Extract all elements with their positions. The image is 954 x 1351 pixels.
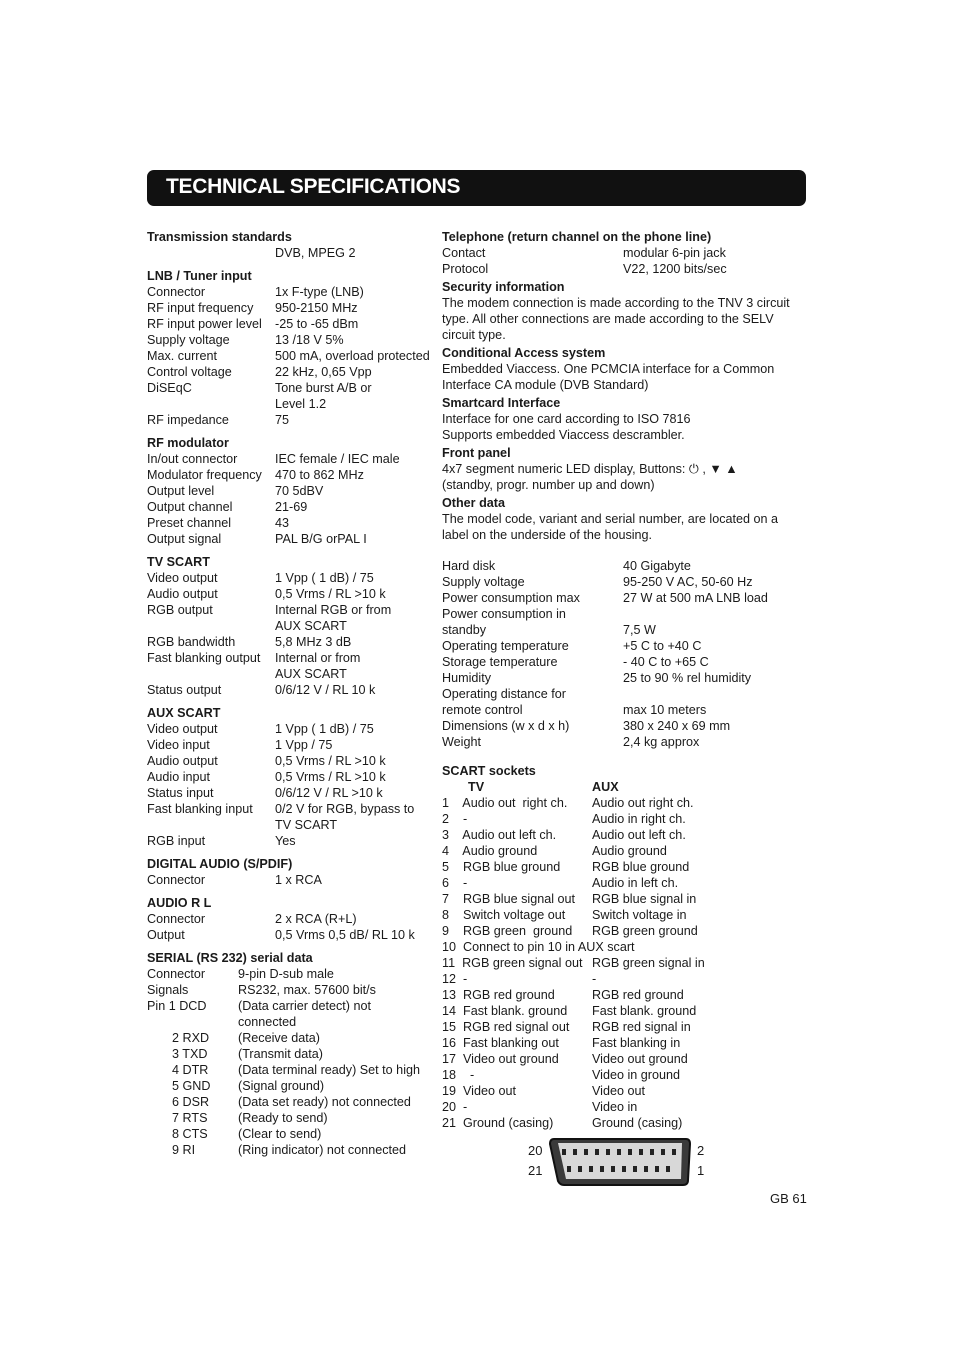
spec-label: Fast blanking output: [147, 651, 261, 665]
scart-col-tv: TV: [468, 780, 485, 794]
spec-label: Output: [147, 928, 185, 942]
scart-row: [442, 939, 808, 955]
spec-value: 1 Vpp ( 1 dB) / 75: [275, 722, 374, 736]
spec-value: 500 mA, overload protected: [275, 349, 430, 363]
spec-value: modular 6-pin jack: [623, 246, 726, 260]
spec-row: [442, 638, 808, 654]
scart-tv-pin: 14 Fast blank. ground: [442, 1004, 568, 1018]
spec-value: Internal RGB or from AUX SCART: [275, 603, 392, 633]
spec-value: -25 to -65 dBm: [275, 317, 359, 331]
spec-value: 25 to 90 % rel humidity: [623, 671, 752, 685]
page-number: GB 61: [770, 1191, 807, 1206]
socket-pin: [589, 1166, 593, 1172]
scart-tv-pin: 17 Video out ground: [442, 1052, 559, 1066]
spec-label: Video input: [147, 738, 210, 752]
scart-tv-pin: 9 RGB green ground: [442, 924, 573, 938]
spec-section: [147, 554, 442, 698]
spec-label: Hard disk: [442, 559, 496, 573]
spec-value: Tone burst A/B or Level 1.2: [275, 381, 372, 411]
scart-socket-diagram: [528, 1136, 708, 1188]
spec-label: RGB bandwidth: [147, 635, 236, 649]
spec-value: 0/2 V for RGB, bypass to TV SCART: [275, 802, 415, 832]
spec-value: max 10 meters: [623, 703, 707, 717]
section-heading: AUX SCART: [147, 706, 221, 720]
spec-label: Weight: [442, 735, 481, 749]
spec-value: 1 x RCA: [275, 873, 322, 887]
spec-row: [147, 586, 442, 602]
spec-value: Yes: [275, 834, 296, 848]
spec-section: [147, 950, 442, 1158]
spec-row: [147, 753, 442, 769]
scart-aux-pin: Video out ground: [592, 1052, 688, 1066]
spec-value: (Ring indicator) not connected: [238, 1143, 407, 1157]
spec-row: [147, 332, 442, 348]
scart-aux-pin: RGB blue ground: [592, 860, 690, 874]
spec-label: Connector: [147, 967, 206, 981]
spec-label: Connector: [147, 873, 206, 887]
scart-row: [442, 1115, 808, 1131]
spec-label: RGB input: [147, 834, 206, 848]
scart-row: [442, 859, 808, 875]
spec-value: +5 C to +40 C: [623, 639, 702, 653]
socket-pin: [611, 1166, 615, 1172]
spec-value: (Receive data): [238, 1031, 320, 1045]
scart-row: [442, 923, 808, 939]
socket-pin: [644, 1166, 648, 1172]
spec-value: (Ready to send): [238, 1111, 328, 1125]
spec-row: [442, 670, 808, 686]
spec-row: [442, 245, 808, 261]
spec-value: DVB, MPEG 2: [275, 246, 356, 260]
spec-label: Humidity: [442, 671, 491, 685]
spec-row: [147, 982, 442, 998]
socket-pin: [573, 1149, 577, 1155]
spec-label: Operating temperature: [442, 639, 569, 653]
spec-row: [147, 531, 442, 547]
spec-value: 27 W at 500 mA LNB load: [623, 591, 768, 605]
page-title: TECHNICAL SPECIFICATIONS: [166, 175, 461, 198]
spec-row: [147, 451, 442, 467]
spec-section: [147, 435, 442, 547]
spec-row: [442, 574, 808, 590]
scart-aux-pin: Ground (casing): [592, 1116, 683, 1130]
spec-label: Supply voltage: [147, 333, 230, 347]
scart-tv-pin: 11 RGB green signal out: [442, 956, 583, 970]
section-heading: Transmission standards: [147, 230, 292, 244]
spec-value: 470 to 862 MHz: [275, 468, 364, 482]
scart-row: [442, 843, 808, 859]
spec-value: Internal or from AUX SCART: [275, 651, 361, 681]
scart-tv-pin: 4 Audio ground: [442, 844, 538, 858]
scart-row: [442, 1051, 808, 1067]
socket-pin: [617, 1149, 621, 1155]
spec-row: [147, 927, 442, 943]
section-heading: SCART sockets: [442, 764, 536, 778]
spec-row: [442, 654, 808, 670]
spec-label: Protocol: [442, 262, 489, 276]
spec-value: 7,5 W: [623, 623, 656, 637]
info-text: The modem connection is made according to the TNV 3 circuit type. All other connections are made according to the SELV circuit type.: [442, 296, 790, 342]
spec-row: [147, 966, 442, 982]
socket-pin: [584, 1149, 588, 1155]
scart-aux-pin: Switch voltage in: [592, 908, 687, 922]
spec-label: [147, 245, 275, 261]
socket-pin-20: 20: [528, 1143, 543, 1158]
socket-pin-2: 2: [697, 1143, 705, 1158]
spec-label: RGB output: [147, 603, 213, 617]
spec-row: [147, 1110, 442, 1126]
spec-row: [147, 1078, 442, 1094]
scart-tv-pin: 19 Video out: [442, 1084, 516, 1098]
spec-value: 40 Gigabyte: [623, 559, 691, 573]
spec-value: 1 Vpp / 75: [275, 738, 333, 752]
spec-row: [147, 872, 442, 888]
spec-value: (Data set ready) not connected: [238, 1095, 411, 1109]
spec-label: RF impedance: [147, 413, 229, 427]
spec-row: [147, 364, 442, 380]
scart-row: [442, 827, 808, 843]
spec-value: 950-2150 MHz: [275, 301, 358, 315]
scart-aux-pin: Fast blanking in: [592, 1036, 681, 1050]
scart-tv-pin: 15 RGB red signal out: [442, 1020, 570, 1034]
scart-row: [442, 1003, 808, 1019]
info-section: [442, 495, 808, 543]
scart-tv-pin: 2 -: [442, 812, 468, 826]
scart-aux-pin: Video in: [592, 1100, 638, 1114]
scart-aux-pin: RGB red signal in: [592, 1020, 691, 1034]
scart-tv-pin: 12 -: [442, 972, 468, 986]
spec-row: [147, 284, 442, 300]
section-heading: Telephone (return channel on the phone line): [442, 230, 712, 244]
scart-row: [442, 1035, 808, 1051]
socket-pin: [628, 1149, 632, 1155]
spec-row: [147, 300, 442, 316]
scart-tv-pin: 8 Switch voltage out: [442, 908, 566, 922]
scart-tv-pin: 18 -: [442, 1068, 475, 1082]
scart-aux-pin: RGB red ground: [592, 988, 684, 1002]
spec-row: [147, 1126, 442, 1142]
spec-value: 2,4 kg approx: [623, 735, 700, 749]
spec-value: IEC female / IEC male: [275, 452, 400, 466]
spec-label: 6 DSR: [172, 1095, 210, 1109]
spec-label: Audio input: [147, 770, 211, 784]
section-heading: SERIAL (RS 232) serial data: [147, 951, 313, 965]
spec-row: [147, 721, 442, 737]
spec-value: 13 /18 V 5%: [275, 333, 344, 347]
spec-value: RS232, max. 57600 bit/s: [238, 983, 376, 997]
scart-row: [442, 891, 808, 907]
spec-label: Audio output: [147, 754, 218, 768]
info-section: [442, 345, 808, 393]
scart-row: [442, 1099, 808, 1115]
socket-pin: [562, 1149, 566, 1155]
info-text: Embedded Viaccess. One PCMCIA interface for a Common Interface CA module (DVB Standard): [442, 362, 775, 392]
spec-value: 1x F-type (LNB): [275, 285, 364, 299]
spec-row: [147, 467, 442, 483]
spec-row: [147, 483, 442, 499]
socket-pin: [600, 1166, 604, 1172]
spec-value: 1 Vpp ( 1 dB) / 75: [275, 571, 374, 585]
spec-value: 75: [275, 413, 290, 427]
spec-value: 0,5 Vrms / RL >10 k: [275, 754, 386, 768]
spec-row: [147, 911, 442, 927]
right-column: [442, 229, 808, 1131]
spec-label: DiSEqC: [147, 381, 192, 395]
spacer: [442, 750, 808, 763]
socket-pin: [655, 1166, 659, 1172]
scart-tv-pin: 10 Connect to pin 10 in AUX scart: [442, 940, 635, 954]
info-text: 4x7 segment numeric LED display, Buttons: ⏻ , ▼ ▲ (standby, progr. number up and down): [442, 462, 738, 492]
spec-row: [442, 558, 808, 574]
socket-pin-21: 21: [528, 1163, 543, 1178]
spec-value: 21-69: [275, 500, 308, 514]
info-section: [442, 445, 808, 493]
spec-row: [147, 833, 442, 849]
spec-section: [147, 229, 442, 261]
spec-value: 0/6/12 V / RL >10 k: [275, 786, 383, 800]
title-banner: [147, 170, 806, 206]
info-text: Interface for one card according to ISO 7816 Supports embedded Viaccess descrambler.: [442, 412, 691, 442]
spec-label: Output signal: [147, 532, 222, 546]
spec-row: [147, 801, 442, 833]
spec-label: Status input: [147, 786, 214, 800]
scart-header: [442, 779, 808, 795]
scart-tv-pin: 16 Fast blanking out: [442, 1036, 559, 1050]
spec-row: [147, 769, 442, 785]
spec-row: [147, 348, 442, 364]
spec-label: Output level: [147, 484, 215, 498]
spec-value: 43: [275, 516, 290, 530]
section-heading: Conditional Access system: [442, 346, 606, 360]
scart-aux-pin: Audio ground: [592, 844, 667, 858]
spec-row: [147, 1030, 442, 1046]
spec-row: [147, 316, 442, 332]
spec-value: 0,5 Vrms / RL >10 k: [275, 770, 386, 784]
spec-label: 9 RI: [172, 1143, 196, 1157]
socket-pin: [661, 1149, 665, 1155]
socket-pin: [622, 1166, 626, 1172]
spec-value: V22, 1200 bits/sec: [623, 262, 727, 276]
spec-label: In/out connector: [147, 452, 238, 466]
spec-value: PAL B/G orPAL I: [275, 532, 367, 546]
spec-section: [147, 705, 442, 849]
section-heading: AUDIO R L: [147, 896, 212, 910]
info-section: [442, 279, 808, 343]
section-heading: Smartcard Interface: [442, 396, 561, 410]
scart-row: [442, 1083, 808, 1099]
spec-label: 4 DTR: [172, 1063, 209, 1077]
scart-tv-pin: 20 -: [442, 1100, 468, 1114]
spec-label: Video output: [147, 722, 218, 736]
scart-aux-pin: Video out: [592, 1084, 645, 1098]
spacer: [442, 545, 808, 558]
scart-aux-pin: Audio out left ch.: [592, 828, 686, 842]
spec-value: (Data carrier detect) not connected: [238, 999, 371, 1029]
spec-label: Power consumption max: [442, 591, 580, 605]
spec-row: [147, 515, 442, 531]
info-text: The model code, variant and serial number, are located on a label on the underside of the housing.: [442, 512, 779, 542]
spec-value: 0,5 Vrms 0,5 dB/ RL 10 k: [275, 928, 415, 942]
spec-label: RF input power level: [147, 317, 262, 331]
section-heading: Security information: [442, 280, 565, 294]
spec-value: (Data terminal ready) Set to high: [238, 1063, 420, 1077]
socket-pin: [666, 1166, 670, 1172]
scart-tv-pin: 13 RGB red ground: [442, 988, 555, 1002]
spec-row: [147, 380, 442, 412]
spec-label: Video output: [147, 571, 218, 585]
scart-tv-pin: 5 RGB blue ground: [442, 860, 561, 874]
spec-label: Connector: [147, 285, 206, 299]
spec-value: 0,5 Vrms / RL >10 k: [275, 587, 386, 601]
scart-aux-pin: Video in ground: [592, 1068, 680, 1082]
spec-row: [147, 499, 442, 515]
socket-pin: [650, 1149, 654, 1155]
spec-row: [147, 570, 442, 586]
spec-label: Dimensions (w x d x h): [442, 719, 570, 733]
socket-pin: [595, 1149, 599, 1155]
spec-value: 95-250 V AC, 50-60 Hz: [623, 575, 753, 589]
spec-value: (Signal ground): [238, 1079, 325, 1093]
scart-aux-pin: -: [592, 972, 597, 986]
spec-label: RF input frequency: [147, 301, 254, 315]
scart-table: [442, 763, 808, 1131]
spec-section: [147, 895, 442, 943]
scart-aux-pin: Audio in left ch.: [592, 876, 679, 890]
scart-col-aux: AUX: [592, 780, 619, 794]
spec-row: [147, 1062, 442, 1078]
scart-row: [442, 971, 808, 987]
scart-tv-pin: 3 Audio out left ch.: [442, 828, 557, 842]
spec-label: Modulator frequency: [147, 468, 262, 482]
spec-label: Preset channel: [147, 516, 232, 530]
scart-aux-pin: Fast blank. ground: [592, 1004, 697, 1018]
scart-row: [442, 907, 808, 923]
spec-value: 22 kHz, 0,65 Vpp: [275, 365, 372, 379]
spec-value: 5,8 MHz 3 dB: [275, 635, 352, 649]
spec-label: 5 GND: [172, 1079, 211, 1093]
scart-row: [442, 811, 808, 827]
spec-label: Signals: [147, 983, 189, 997]
spec-label: 8 CTS: [172, 1127, 208, 1141]
spec-row: [147, 737, 442, 753]
spec-label: Fast blanking input: [147, 802, 253, 816]
section-heading: DIGITAL AUDIO (S/PDIF): [147, 857, 293, 871]
spec-row: [147, 602, 442, 634]
spec-row: [147, 634, 442, 650]
spec-label: 3 TXD: [172, 1047, 208, 1061]
spec-label: Contact: [442, 246, 486, 260]
socket-pin: [578, 1166, 582, 1172]
spec-value: 0/6/12 V / RL 10 k: [275, 683, 376, 697]
spec-row: [442, 261, 808, 277]
socket-pin: [633, 1166, 637, 1172]
scart-tv-pin: 6 -: [442, 876, 468, 890]
spec-label: Output channel: [147, 500, 233, 514]
spec-label: Connector: [147, 912, 206, 926]
section-heading: Front panel: [442, 446, 511, 460]
spec-value: 70 5dBV: [275, 484, 324, 498]
spec-row: [147, 1046, 442, 1062]
spec-value: - 40 C to +65 C: [623, 655, 709, 669]
telephone-section: [442, 229, 808, 277]
spec-row: [147, 412, 442, 428]
spec-row: [147, 245, 442, 261]
spec-row: [147, 998, 442, 1030]
section-heading: TV SCART: [147, 555, 210, 569]
spec-label: Audio output: [147, 587, 218, 601]
scart-aux-pin: RGB blue signal in: [592, 892, 697, 906]
spec-row: [147, 650, 442, 682]
spec-row: [147, 1142, 442, 1158]
socket-pin: [567, 1166, 571, 1172]
section-heading: LNB / Tuner input: [147, 269, 252, 283]
spec-label: Storage temperature: [442, 655, 558, 669]
socket-pin: [639, 1149, 643, 1155]
scart-tv-pin: 21 Ground (casing): [442, 1116, 554, 1130]
scart-tv-pin: 7 RGB blue signal out: [442, 892, 576, 906]
info-section: [442, 395, 808, 443]
scart-aux-pin: Audio out right ch.: [592, 796, 694, 810]
scart-tv-pin: 1 Audio out right ch.: [442, 796, 568, 810]
spec-row: [442, 606, 808, 638]
spec-row: [442, 686, 808, 718]
scart-row: [442, 875, 808, 891]
spec-row: [147, 682, 442, 698]
scart-row: [442, 987, 808, 1003]
spec-label: 2 RXD: [172, 1031, 210, 1045]
spec-row: [147, 1094, 442, 1110]
spec-label: Control voltage: [147, 365, 232, 379]
spec-label: Status output: [147, 683, 222, 697]
spec-section: [147, 268, 442, 428]
general-data: [442, 558, 808, 750]
spec-row: [147, 785, 442, 801]
spec-value: 380 x 240 x 69 mm: [623, 719, 731, 733]
spec-value: (Clear to send): [238, 1127, 322, 1141]
scart-aux-pin: RGB green signal in: [592, 956, 705, 970]
spec-label: Operating distance for remote control: [442, 687, 566, 717]
scart-row: [442, 1019, 808, 1035]
spec-section: [147, 856, 442, 888]
spec-label: Pin 1 DCD: [147, 999, 207, 1013]
spec-value: (Transmit data): [238, 1047, 323, 1061]
scart-row: [442, 955, 808, 971]
scart-row: [442, 1067, 808, 1083]
scart-aux-pin: RGB green ground: [592, 924, 698, 938]
scart-aux-pin: Audio in right ch.: [592, 812, 686, 826]
spec-label: Supply voltage: [442, 575, 525, 589]
spec-label: 7 RTS: [172, 1111, 208, 1125]
spec-label: Max. current: [147, 349, 217, 363]
section-heading: Other data: [442, 496, 505, 510]
scart-row: [442, 795, 808, 811]
socket-pin: [606, 1149, 610, 1155]
spec-row: [442, 718, 808, 734]
spec-value: 2 x RCA (R+L): [275, 912, 357, 926]
spec-label: Power consumption in standby: [442, 607, 566, 637]
spec-value: 9-pin D-sub male: [238, 967, 334, 981]
spec-row: [442, 590, 808, 606]
socket-pin: [672, 1149, 676, 1155]
spec-row: [442, 734, 808, 750]
socket-pin-1: 1: [697, 1163, 705, 1178]
section-heading: RF modulator: [147, 436, 229, 450]
left-column: [147, 229, 442, 1165]
